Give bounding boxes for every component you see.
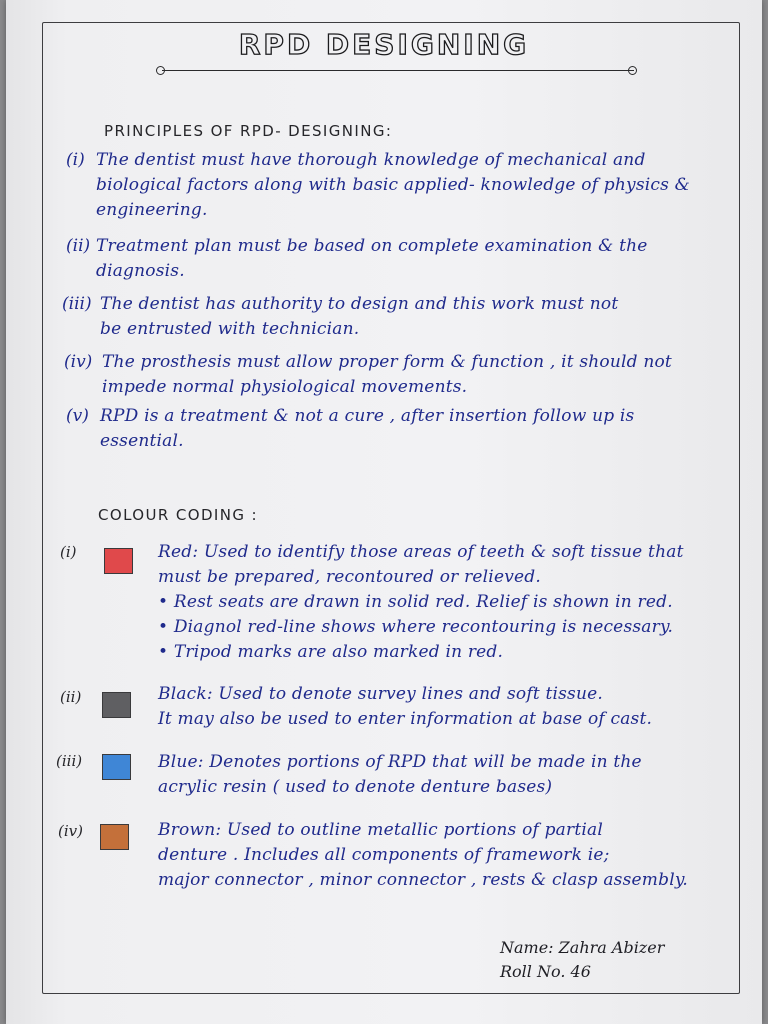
colour-description (158, 682, 652, 732)
text-line: engineering. (96, 200, 208, 220)
colour-number: (iv) (58, 822, 83, 840)
text-line: It may also be used to enter information at base of cast. (158, 709, 653, 729)
text-line: Blue: Denotes portions of RPD that will be made in the (158, 752, 642, 772)
colour-description (158, 750, 642, 800)
red-swatch (104, 548, 133, 574)
black-swatch (102, 692, 131, 718)
blue-swatch (102, 754, 131, 780)
text-line: Red: Used to identify those areas of teeth & soft tissue that (158, 542, 684, 562)
principle-text (96, 148, 690, 223)
text-line: RPD is a treatment & not a cure , after insertion follow up is (100, 406, 635, 426)
colour-number: (i) (60, 543, 77, 561)
text-line: Brown: Used to outline metallic portions of partial (158, 820, 603, 840)
colour-description (158, 540, 684, 665)
principle-number: (i) (66, 150, 85, 170)
underline-left-dot (156, 66, 165, 75)
text-line: • Diagnol red-line shows where recontouring is necessary. (158, 617, 674, 637)
text-line: • Tripod marks are also marked in red. (158, 642, 504, 662)
text-line: impede normal physiological movements. (102, 377, 468, 397)
principles-heading: PRINCIPLES OF RPD- DESIGNING: (104, 122, 393, 140)
colour-coding-heading: COLOUR CODING : (98, 506, 258, 524)
principle-number: (ii) (66, 236, 91, 256)
text-line: • Rest seats are drawn in solid red. Relief is shown in red. (158, 592, 673, 612)
student-name: Name: Zahra Abizer (500, 938, 665, 957)
principle-number: (iii) (62, 294, 92, 314)
principle-number: (v) (66, 406, 89, 426)
principle-text (100, 292, 618, 342)
text-line: Black: Used to denote survey lines and soft tissue. (158, 684, 603, 704)
text-line: biological factors along with basic applied- knowledge of physics & (96, 175, 690, 195)
text-line: The prosthesis must allow proper form & function , it should not (102, 352, 672, 372)
principle-text (96, 234, 648, 284)
text-line: essential. (100, 431, 184, 451)
text-line: The dentist has authority to design and this work must not (100, 294, 619, 314)
colour-number: (iii) (56, 752, 83, 770)
colour-number: (ii) (60, 688, 82, 706)
principle-number: (iv) (64, 352, 93, 372)
text-line: major connector , minor connector , rests & clasp assembly. (158, 870, 688, 890)
principle-text (102, 350, 672, 400)
brown-swatch (100, 824, 129, 850)
text-line: denture . Includes all components of framework ie; (158, 845, 610, 865)
colour-description (158, 818, 688, 893)
roll-number: Roll No. 46 (500, 962, 591, 981)
page-title: RPD DESIGNING (238, 28, 530, 61)
principle-text (100, 404, 634, 454)
text-line: The dentist must have thorough knowledge of mechanical and (96, 150, 646, 170)
text-line: Treatment plan must be based on complete examination & the (96, 236, 648, 256)
signature-block (500, 936, 664, 984)
text-line: be entrusted with technician. (100, 319, 360, 339)
text-line: diagnosis. (96, 261, 185, 281)
underline-right-dot (628, 66, 637, 75)
text-line: acrylic resin ( used to denote denture bases) (158, 777, 553, 797)
title-underline (162, 70, 634, 71)
text-line: must be prepared, recontoured or relieved. (158, 567, 541, 587)
